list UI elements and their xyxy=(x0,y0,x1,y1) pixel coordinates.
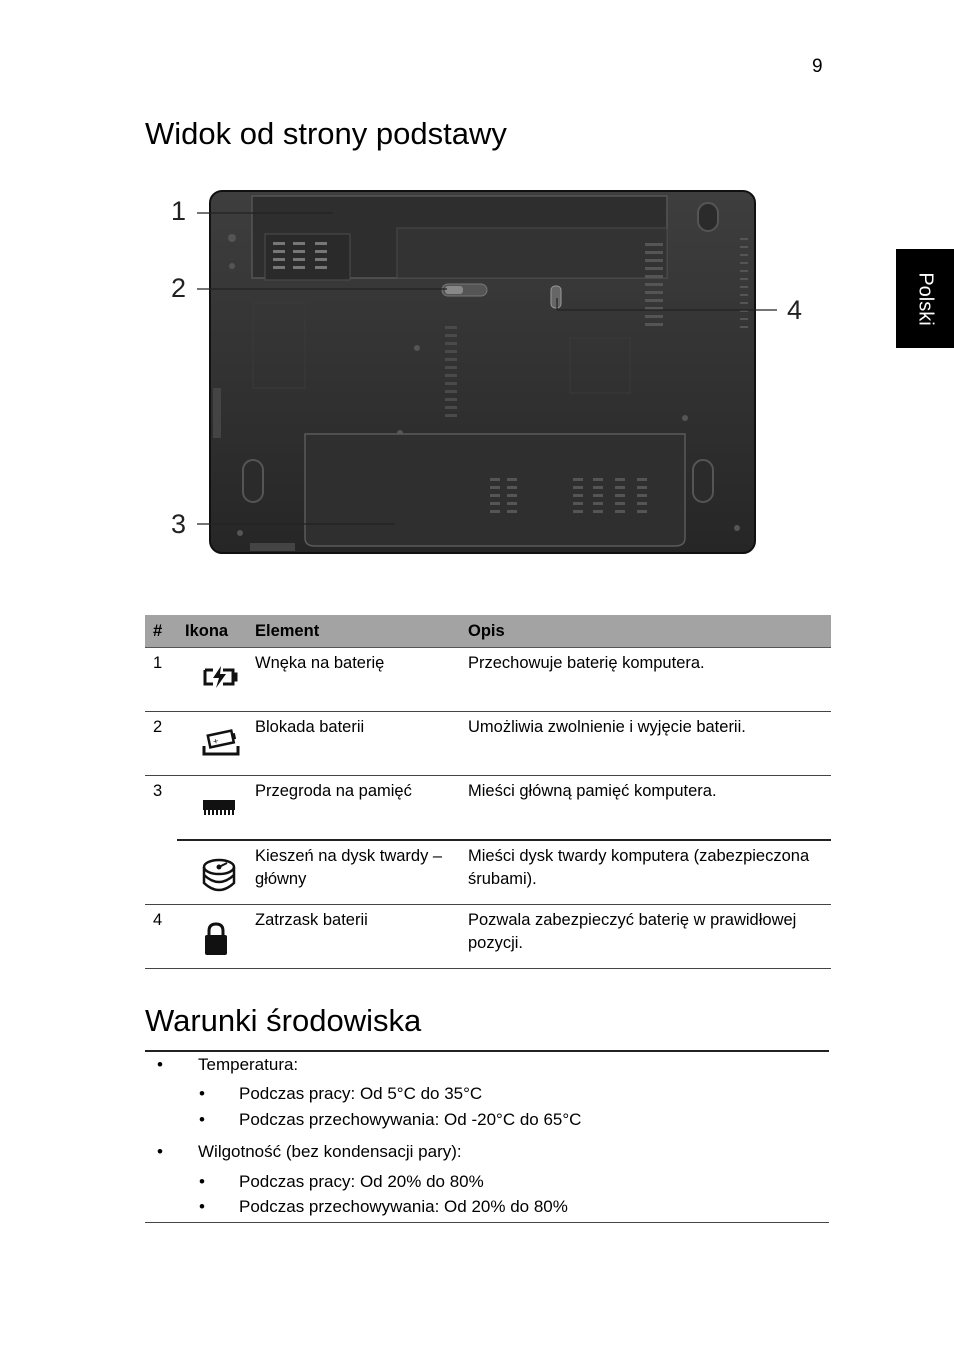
list-item: Podczas pracy: Od 20% do 80% xyxy=(239,1172,484,1191)
callout-3: 3 xyxy=(171,509,187,539)
header-element: Element xyxy=(247,615,460,648)
list-item: Wilgotność (bez kondensacji pary): xyxy=(198,1142,462,1161)
laptop-bottom-illustration xyxy=(165,188,815,560)
table-row xyxy=(145,840,831,905)
page-number: 9 xyxy=(812,56,823,77)
language-tab-label: Polski xyxy=(914,271,937,326)
parts-table xyxy=(145,615,831,969)
callout-4: 4 xyxy=(787,295,803,325)
row-desc: Pozwala zabezpieczyć baterię w prawidłowej pozycji. xyxy=(460,905,831,969)
list-item: Podczas przechowywania: Od -20°C do 65°C xyxy=(239,1110,582,1129)
battery-bay-icon xyxy=(201,664,239,690)
row-num: 1 xyxy=(145,648,177,712)
svg-text:+: + xyxy=(212,735,220,747)
row-element: Przegroda na pamięć xyxy=(247,776,460,841)
section-title: Warunki środowiska xyxy=(145,1003,422,1038)
bullet: • xyxy=(157,1142,163,1161)
row-element: Kieszeń na dysk twardy – główny xyxy=(247,840,460,905)
page-title: Widok od strony podstawy xyxy=(145,116,507,151)
list-item: Podczas przechowywania: Od 20% do 80% xyxy=(239,1197,568,1216)
bullet: • xyxy=(199,1084,205,1103)
row-num: 3 xyxy=(153,782,163,800)
list-item: Temperatura: xyxy=(198,1055,299,1074)
bullet: • xyxy=(199,1197,205,1216)
callout-1: 1 xyxy=(171,196,187,226)
language-tab xyxy=(896,249,954,348)
bullet: • xyxy=(199,1110,205,1129)
bullet: • xyxy=(199,1172,205,1191)
table-row xyxy=(145,905,831,969)
bullet: • xyxy=(157,1055,163,1074)
row-num: 2 xyxy=(145,712,177,776)
list-item: Podczas pracy: Od 5°C do 35°C xyxy=(239,1084,483,1103)
row-desc: Przechowuje baterię komputera. xyxy=(460,648,831,712)
table-row xyxy=(145,648,831,712)
header-desc: Opis xyxy=(460,615,831,648)
table-row xyxy=(145,712,831,776)
row-desc: Mieści dysk twardy komputera (zabezpieczona śrubami). xyxy=(460,840,831,905)
lock-icon xyxy=(201,921,231,957)
row-element: Zatrzask baterii xyxy=(247,905,460,969)
hdd-icon xyxy=(201,857,237,893)
row-desc: Mieści główną pamięć komputera. xyxy=(460,776,831,841)
row-element: Wnęka na baterię xyxy=(247,648,460,712)
row-desc: Umożliwia zwolnienie i wyjęcie baterii. xyxy=(460,712,831,776)
row-num: 4 xyxy=(145,905,177,969)
header-icon: Ikona xyxy=(177,615,247,648)
header-num: # xyxy=(145,615,177,648)
row-num xyxy=(145,840,177,905)
table-header-row xyxy=(145,615,831,648)
battery-release-icon xyxy=(201,728,241,758)
table-row xyxy=(145,776,831,841)
callout-2: 2 xyxy=(171,273,187,303)
memory-icon xyxy=(201,792,237,818)
row-element: Blokada baterii xyxy=(247,712,460,776)
environment-list xyxy=(145,1050,829,1223)
